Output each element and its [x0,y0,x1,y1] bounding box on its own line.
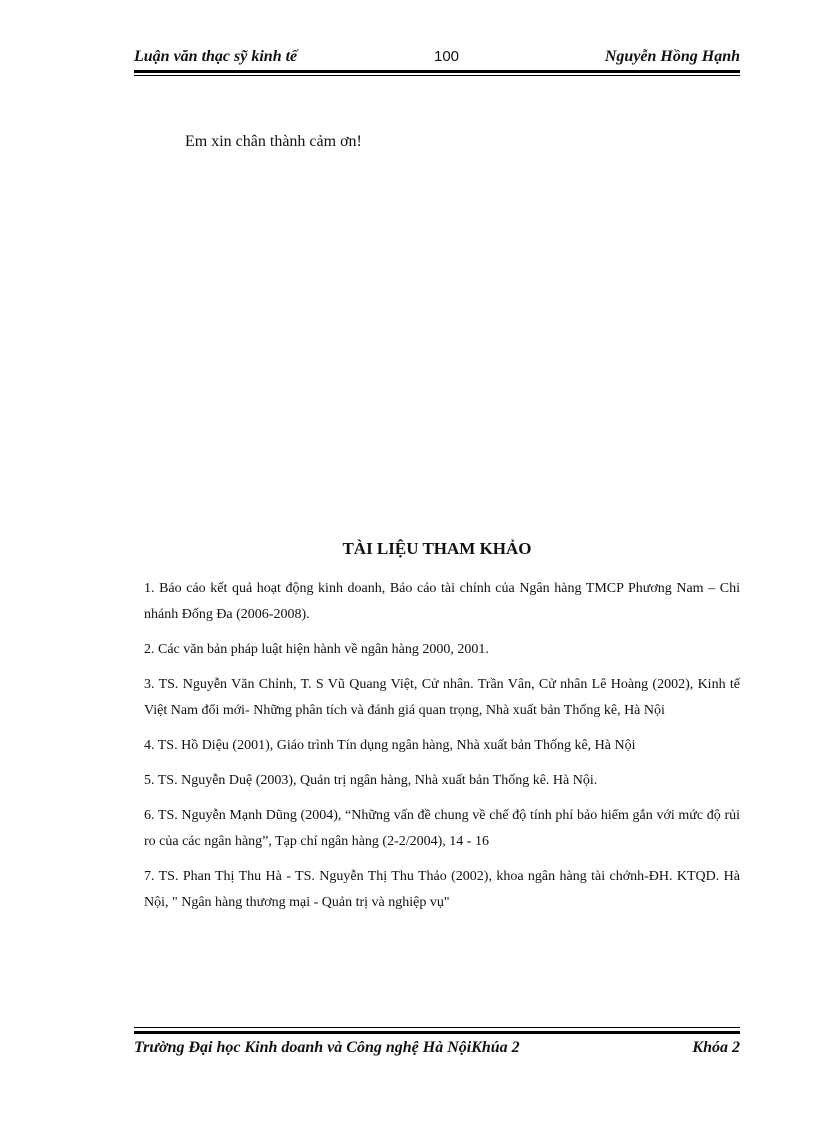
references-title: TÀI LIỆU THAM KHẢO [342,539,532,558]
footer-course: Khóa 2 [692,1039,740,1056]
reference-item: 5. TS. Nguyễn Duệ (2003), Quản trị ngân hàng, Nhà xuất bản Thống kê. Hà Nội. [144,773,598,788]
references-list [144,576,740,925]
reference-item: 2. Các văn bản pháp luật hiện hành về ngân hàng 2000, 2001. [144,642,489,657]
reference-item: 1. Báo cáo kết quả hoạt động kinh doanh, Báo cáo tài chính của Ngân hàng TMCP Phương Nam – Chi nhánh Đống Đa (2006-2008). [144,581,740,622]
reference-item: 4. TS. Hồ Diệu (2001), Giáo trình Tín dụng ngân hàng, Nhà xuất bản Thống kê, Hà Nội [144,738,636,753]
header-author: Nguyễn Hồng Hạnh [604,48,740,65]
header-thesis-label: Luận văn thạc sỹ kinh tế [134,48,298,65]
page-number: 100 [434,48,460,65]
footer-university: Trường Đại học Kinh doanh và Công nghệ Hà NộiKhúa 2 [134,1039,520,1056]
page-footer [134,1039,740,1061]
footer-rule-thin [134,1027,740,1028]
page-header [134,48,740,70]
header-rule-thin [134,75,740,76]
thanks-line: Em xin chân thành cảm ơn! [185,133,362,150]
reference-item: 7. TS. Phan Thị Thu Hà - TS. Nguyễn Thị Thu Thảo (2002), khoa ngân hàng tài chớnh-ĐH. KTQD. Hà Nội, " Ngân hàng thương mại - Quản trị và nghiệp vụ" [144,869,740,910]
header-rule-thick [134,70,740,73]
footer-rule-thick [134,1031,740,1034]
reference-item: 6. TS. Nguyễn Mạnh Dũng (2004), “Những vấn đề chung về chế độ tính phí bảo hiểm gắn với mức độ rủi ro của các ngân hàng”, Tạp chí ngân hàng (2-2/2004), 14 - 16 [144,808,740,849]
reference-item: 3. TS. Nguyễn Văn Chỉnh, T. S Vũ Quang Việt, Cử nhân. Trần Vân, Cử nhân Lê Hoàng (2002), Kinh tế Việt Nam đổi mới- Những phân tích và đánh giá quan trọng, Nhà xuất bản Thống kê, Hà Nội [144,677,740,718]
